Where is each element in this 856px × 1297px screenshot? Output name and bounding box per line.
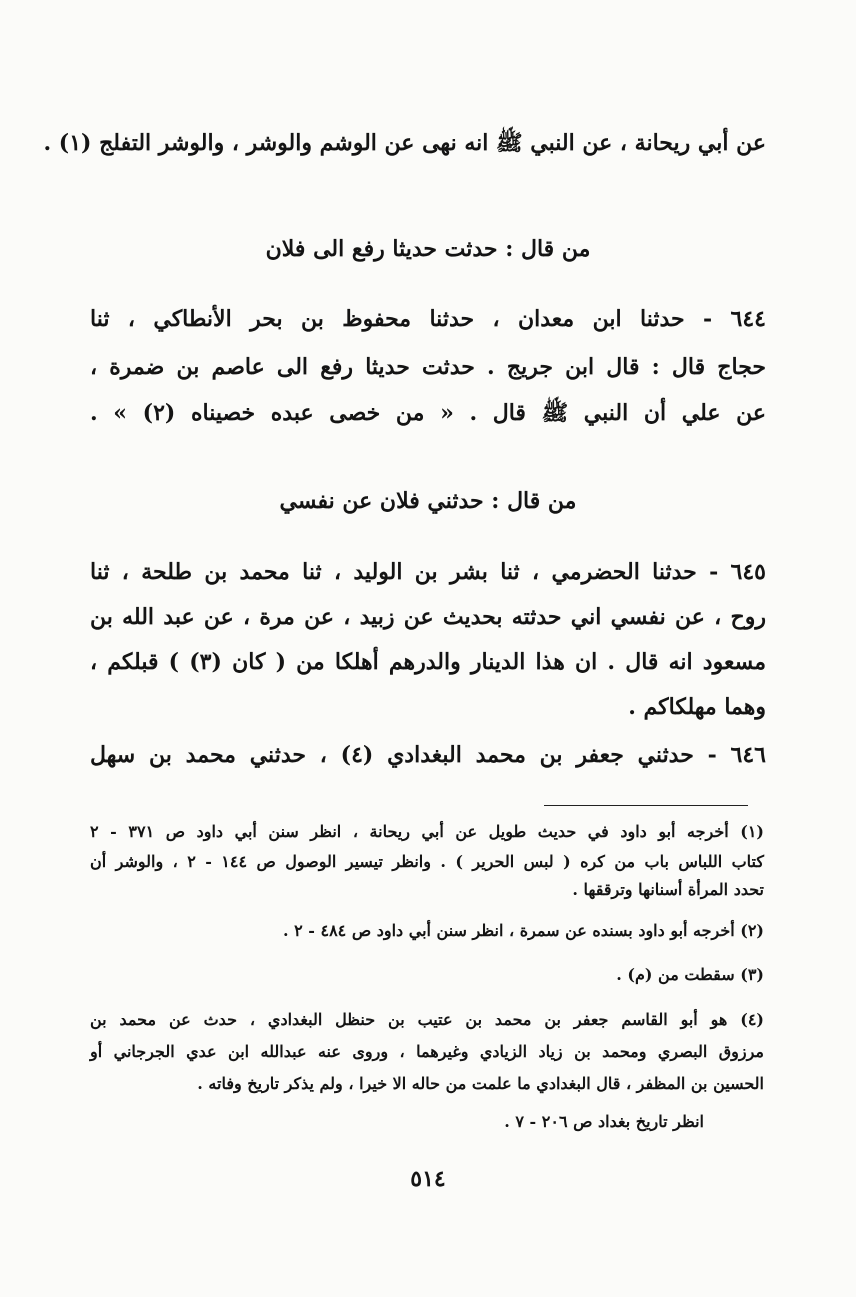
- intro-line: عن أبي ريحانة ، عن النبي ﷺ انه نهى عن الوشم والوشر ، والوشر التفلج (١) .: [43, 130, 766, 156]
- footnote-1-line-2: كتاب اللباس باب من كره ( لبس الحرير ) . وانظر تيسير الوصول ص ١٤٤ - ٢ ، والوشر أن: [90, 852, 765, 871]
- footnote-4-line-3: الحسين بن المظفر ، قال البغدادي ما علمت من حاله الا خيرا ، ولم يذكر تاريخ وفاته .: [197, 1074, 764, 1093]
- hadith-645-line-3: مسعود انه قال . ان هذا الدينار والدرهم أهلكا من ( كان (٣) ) قبلكم ،: [90, 649, 766, 675]
- footnote-4-line-4: انظر تاريخ بغداد ص ٢٠٦ - ٧ .: [504, 1112, 704, 1131]
- hadith-644-line-1: ٦٤٤ - حدثنا ابن معدان ، حدثنا محفوظ بن بحر الأنطاكي ، ثنا: [90, 306, 766, 332]
- hadith-645-line-2: روح ، عن نفسي اني حدثته بحديث عن زبيد ، عن مرة ، عن عبد الله بن: [90, 604, 766, 630]
- hadith-644-line-3: عن علي أن النبي ﷺ قال . « من خصى عبده خصيناه (٢) » .: [90, 400, 766, 426]
- footnote-1-line-3: تحدد المرأة أسنانها وترققها .: [572, 880, 764, 899]
- footnote-1-line-1: (١) أخرجه أبو داود في حديث طويل عن أبي ريحانة ، انظر سنن أبي داود ص ٣٧١ - ٢: [90, 822, 764, 841]
- hadith-645-line-4: وهما مهلكاكم .: [628, 694, 766, 720]
- footnote-3: (٣) سقطت من (م) .: [616, 965, 764, 984]
- footnote-4-line-2: مرزوق البصري ومحمد بن زياد الزيادي وغيرهما ، وروى عنه عبدالله ابن عدي الجرجاني أو: [90, 1042, 764, 1061]
- hadith-644-line-2: حجاج قال : قال ابن جريج . حدثت حديثا رفع الى عاصم بن ضمرة ،: [90, 354, 766, 380]
- hadith-645-line-1: ٦٤٥ - حدثنا الحضرمي ، ثنا بشر بن الوليد ، ثنا محمد بن طلحة ، ثنا: [90, 559, 766, 585]
- section-heading-1: من قال : حدثت حديثا رفع الى فلان: [265, 236, 591, 262]
- footnote-separator: [544, 805, 748, 806]
- section-heading-2: من قال : حدثني فلان عن نفسي: [279, 488, 577, 514]
- footnote-4-line-1: (٤) هو أبو القاسم جعفر بن محمد بن عتيب بن حنظل البغدادي ، حدث عن محمد بن: [90, 1010, 764, 1029]
- footnote-2: (٢) أخرجه أبو داود بسنده عن سمرة ، انظر سنن أبي داود ص ٤٨٤ - ٢ .: [282, 921, 764, 940]
- page-number: ٥١٤: [410, 1166, 446, 1192]
- hadith-646-line-1: ٦٤٦ - حدثني جعفر بن محمد البغدادي (٤) ، حدثني محمد بن سهل: [90, 742, 766, 768]
